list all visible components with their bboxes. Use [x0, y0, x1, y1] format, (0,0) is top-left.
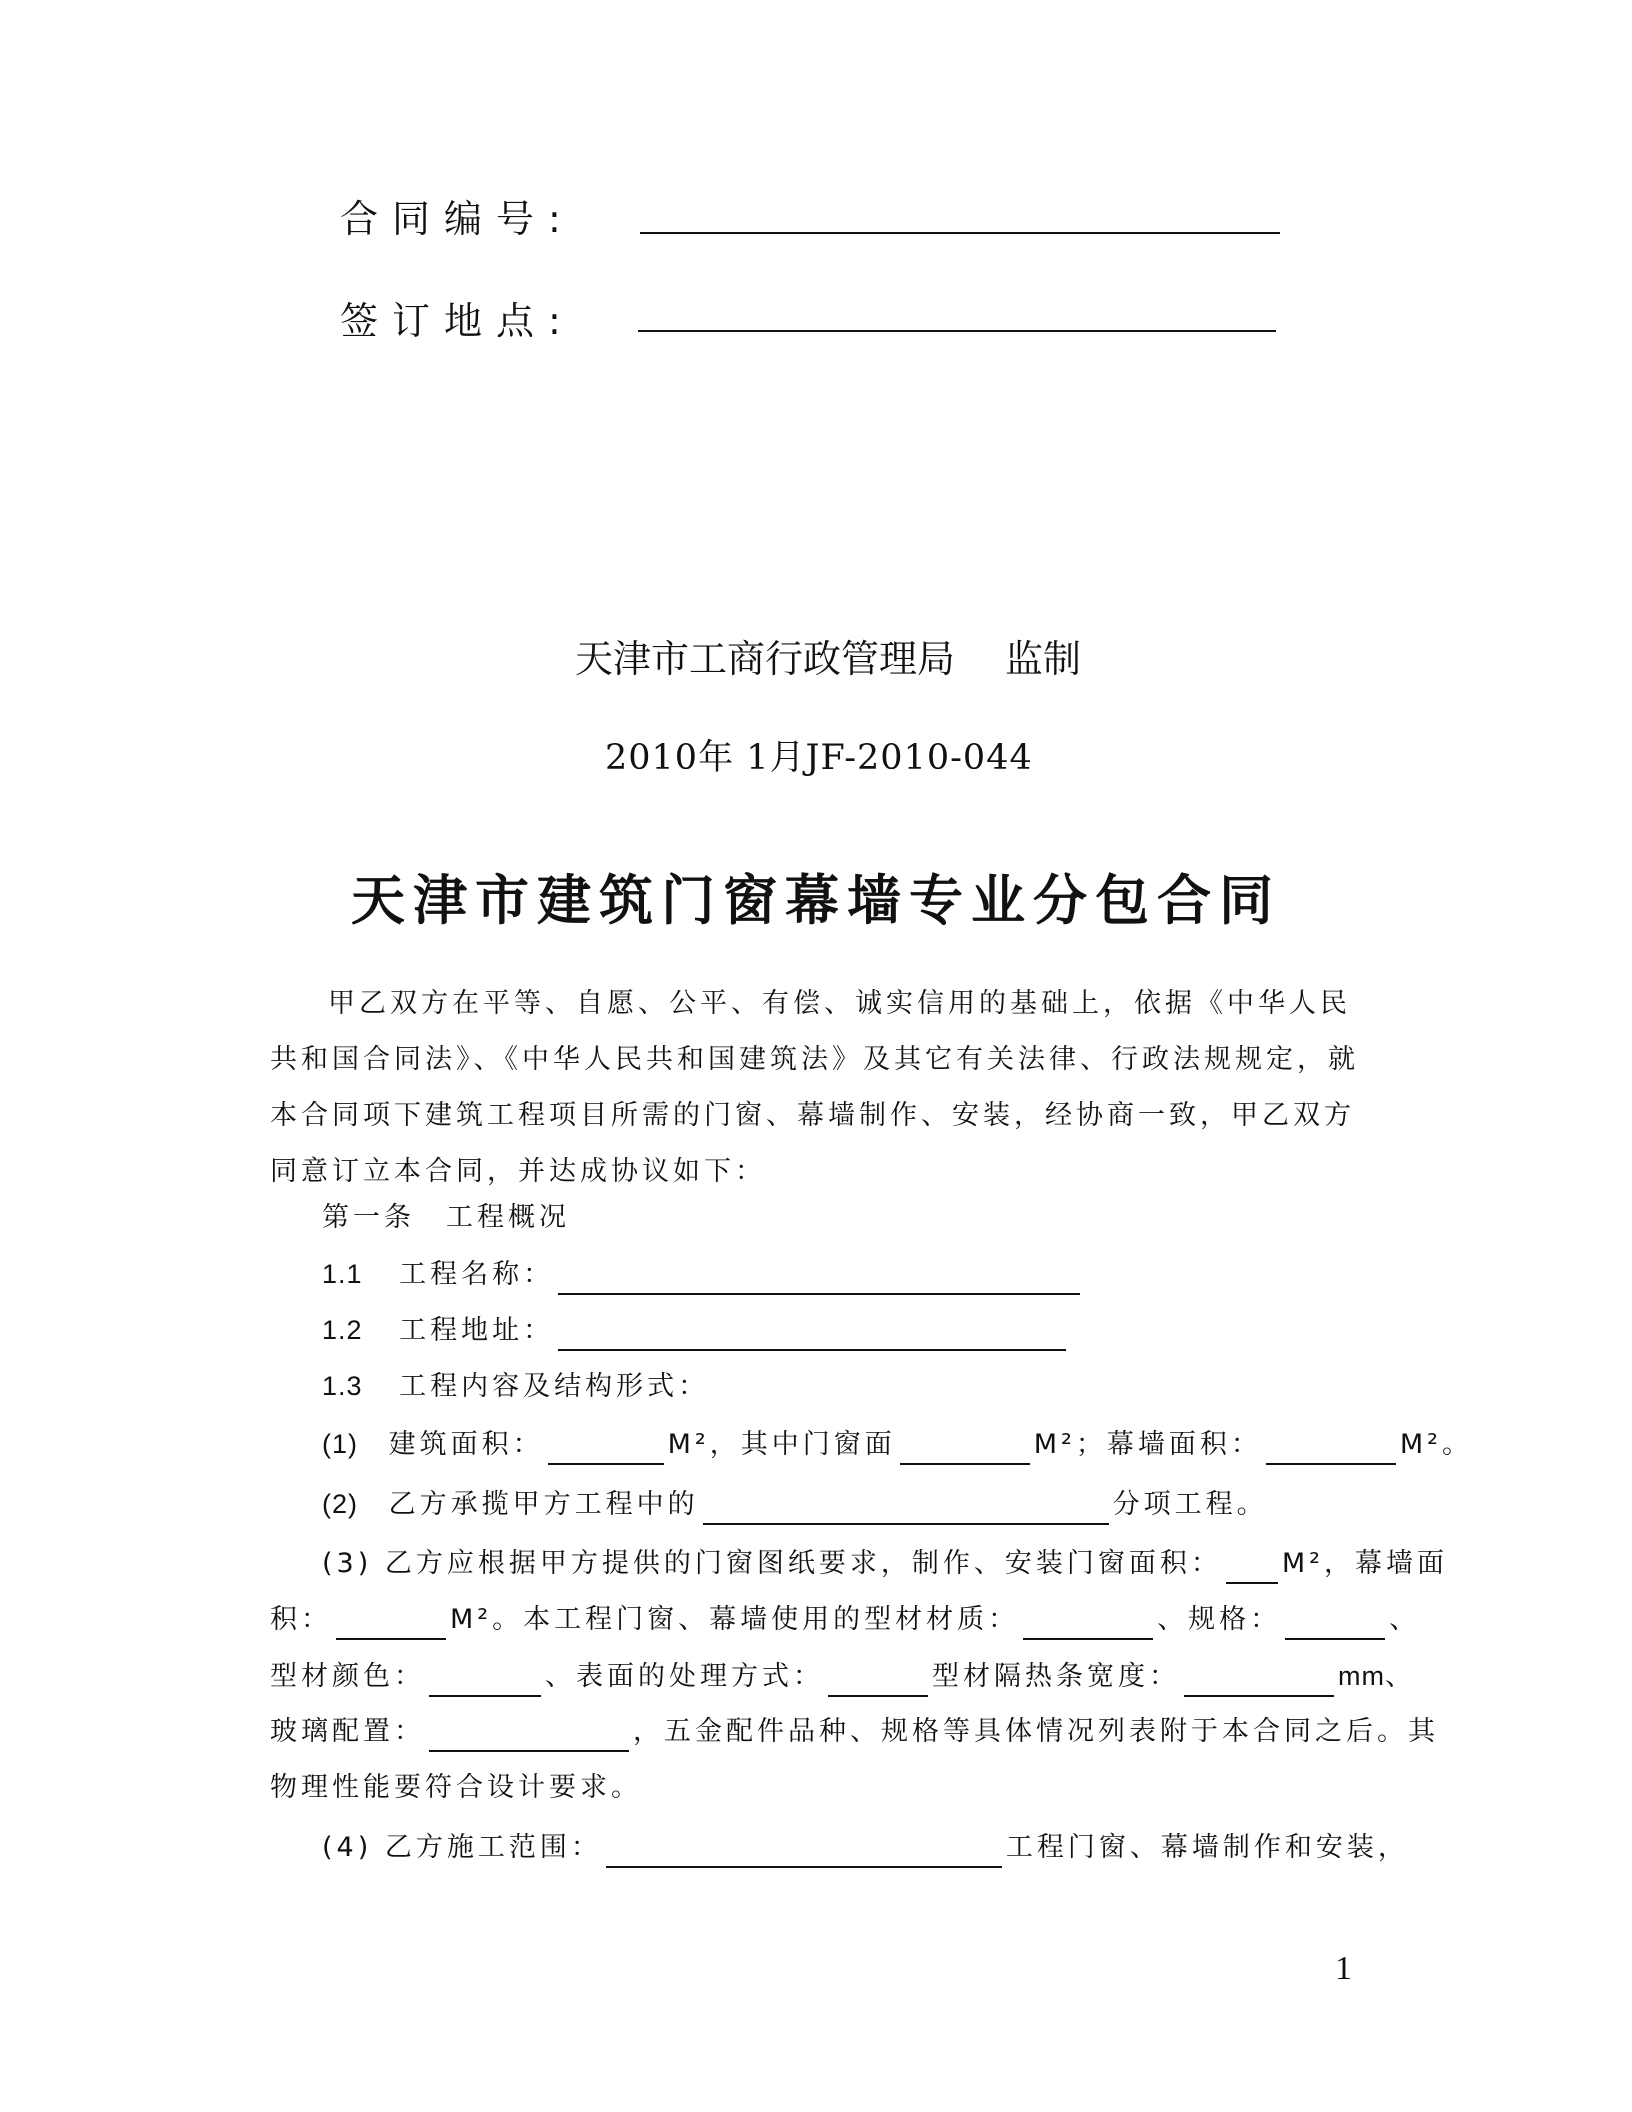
contract-number-label: 合同编号:	[340, 197, 575, 241]
sub-item-3-text-4: M²。本工程门窗、幕墙使用的型材材质：	[450, 1604, 1020, 1635]
item-1-1-number: 1.1	[322, 1259, 363, 1289]
document-title: 天津市建筑门窗幕墙专业分包合同	[351, 869, 1281, 932]
sub-item-3-line-4	[270, 1712, 1439, 1752]
sign-place-label: 签订地点:	[340, 299, 575, 343]
sub-item-3-text-10: mm、	[1338, 1661, 1413, 1691]
sub-item-2	[322, 1484, 1268, 1524]
profile-color-blank	[429, 1665, 541, 1697]
item-1-1-label: 工程名称：	[399, 1259, 555, 1290]
item-1-1	[322, 1254, 1084, 1294]
curtain-wall-area-blank	[1266, 1433, 1396, 1465]
sub-item-1-number: (1)	[322, 1429, 358, 1459]
window-area-label: M²，其中门窗面	[667, 1429, 896, 1460]
supervising-agency	[575, 628, 1081, 683]
item-1-2-label: 工程地址：	[399, 1315, 555, 1346]
item-1-3	[322, 1366, 709, 1406]
glass-config-blank	[429, 1720, 629, 1752]
sub-item-4-suffix: 工程门窗、幕墙制作和安装，	[1005, 1832, 1409, 1863]
agency-name: 天津市工商行政管理局	[575, 637, 956, 681]
agency-supervise: 监制	[1005, 637, 1082, 681]
sub-item-3-text-13: 物理性能要符合设计要求。	[270, 1772, 642, 1803]
item-1-3-label: 工程内容及结构形式：	[399, 1371, 710, 1402]
page-number: 1	[1335, 1950, 1352, 1987]
sub-item-3-text-9: 型材隔热条宽度：	[932, 1661, 1180, 1692]
window-area-made-blank	[1226, 1552, 1278, 1584]
sub-item-1	[322, 1424, 1473, 1464]
item-1-3-number: 1.3	[322, 1371, 363, 1401]
sub-item-3-text-1: (3) 乙方应根据甲方提供的门窗图纸要求，制作、安装门窗面积：	[322, 1548, 1222, 1579]
sub-item-3-text-2: M²，幕墙面	[1281, 1548, 1448, 1579]
sub-item-2-text: 乙方承揽甲方工程中的	[388, 1489, 699, 1520]
sub-item-2-number: (2)	[322, 1489, 358, 1519]
surface-treatment-blank	[828, 1665, 928, 1697]
construction-scope-blank	[606, 1836, 1002, 1868]
curtain-wall-made-blank	[336, 1608, 446, 1640]
specification-blank	[1285, 1608, 1385, 1640]
building-area-label: 建筑面积：	[388, 1429, 544, 1460]
curtain-wall-area-label: M²；幕墙面积：	[1033, 1429, 1262, 1460]
sub-item-3-text-5: 、规格：	[1157, 1604, 1282, 1635]
sub-item-3-line-5	[270, 1768, 642, 1808]
intro-paragraph: 甲乙双方在平等、自愿、公平、有偿、诚实信用的基础上，依据《中华人民共和国合同法》、《中华人民共和国建筑法》及其它有关法律、行政法规规定，就本合同项下建筑工程项目所需的门窗、幕墙制作、安装，经协商一致，甲乙双方同意订立本合同，并达成协议如下：	[270, 988, 1359, 1187]
window-area-blank	[900, 1433, 1030, 1465]
curtain-wall-unit: M²。	[1399, 1429, 1473, 1460]
sub-item-3-text-12: ，五金配件品种、规格等具体情况列表附于本合同之后。其	[633, 1716, 1439, 1747]
sub-item-3-line-3	[270, 1656, 1413, 1696]
sub-item-3-text-3: 积：	[270, 1604, 332, 1635]
sub-item-3-line-1	[322, 1544, 1448, 1584]
project-name-blank	[558, 1263, 1080, 1295]
sign-place-blank	[638, 330, 1276, 332]
thermal-strip-width-blank	[1184, 1665, 1334, 1697]
building-area-blank	[548, 1433, 664, 1465]
sub-item-3-text-6: 、	[1389, 1604, 1421, 1635]
sub-item-4	[322, 1828, 1409, 1868]
sub-item-3-text-11: 玻璃配置：	[270, 1716, 425, 1747]
contract-number-blank	[640, 232, 1280, 234]
subcontract-work-blank	[703, 1493, 1109, 1525]
item-1-2	[322, 1310, 1070, 1350]
article-1-heading: 第一条 工程概况	[322, 1202, 570, 1233]
sub-item-2-suffix: 分项工程。	[1112, 1489, 1268, 1520]
profile-material-blank	[1023, 1608, 1153, 1640]
sub-item-3-text-7: 型材颜色：	[270, 1661, 425, 1692]
sub-item-3-line-2	[270, 1600, 1420, 1640]
project-address-blank	[558, 1319, 1066, 1351]
sub-item-3-text-8: 、表面的处理方式：	[545, 1661, 824, 1692]
sub-item-4-text: (4) 乙方施工范围：	[322, 1832, 602, 1863]
document-code: 2010年 1月JF-2010-044	[605, 738, 1033, 778]
item-1-2-number: 1.2	[322, 1315, 363, 1345]
